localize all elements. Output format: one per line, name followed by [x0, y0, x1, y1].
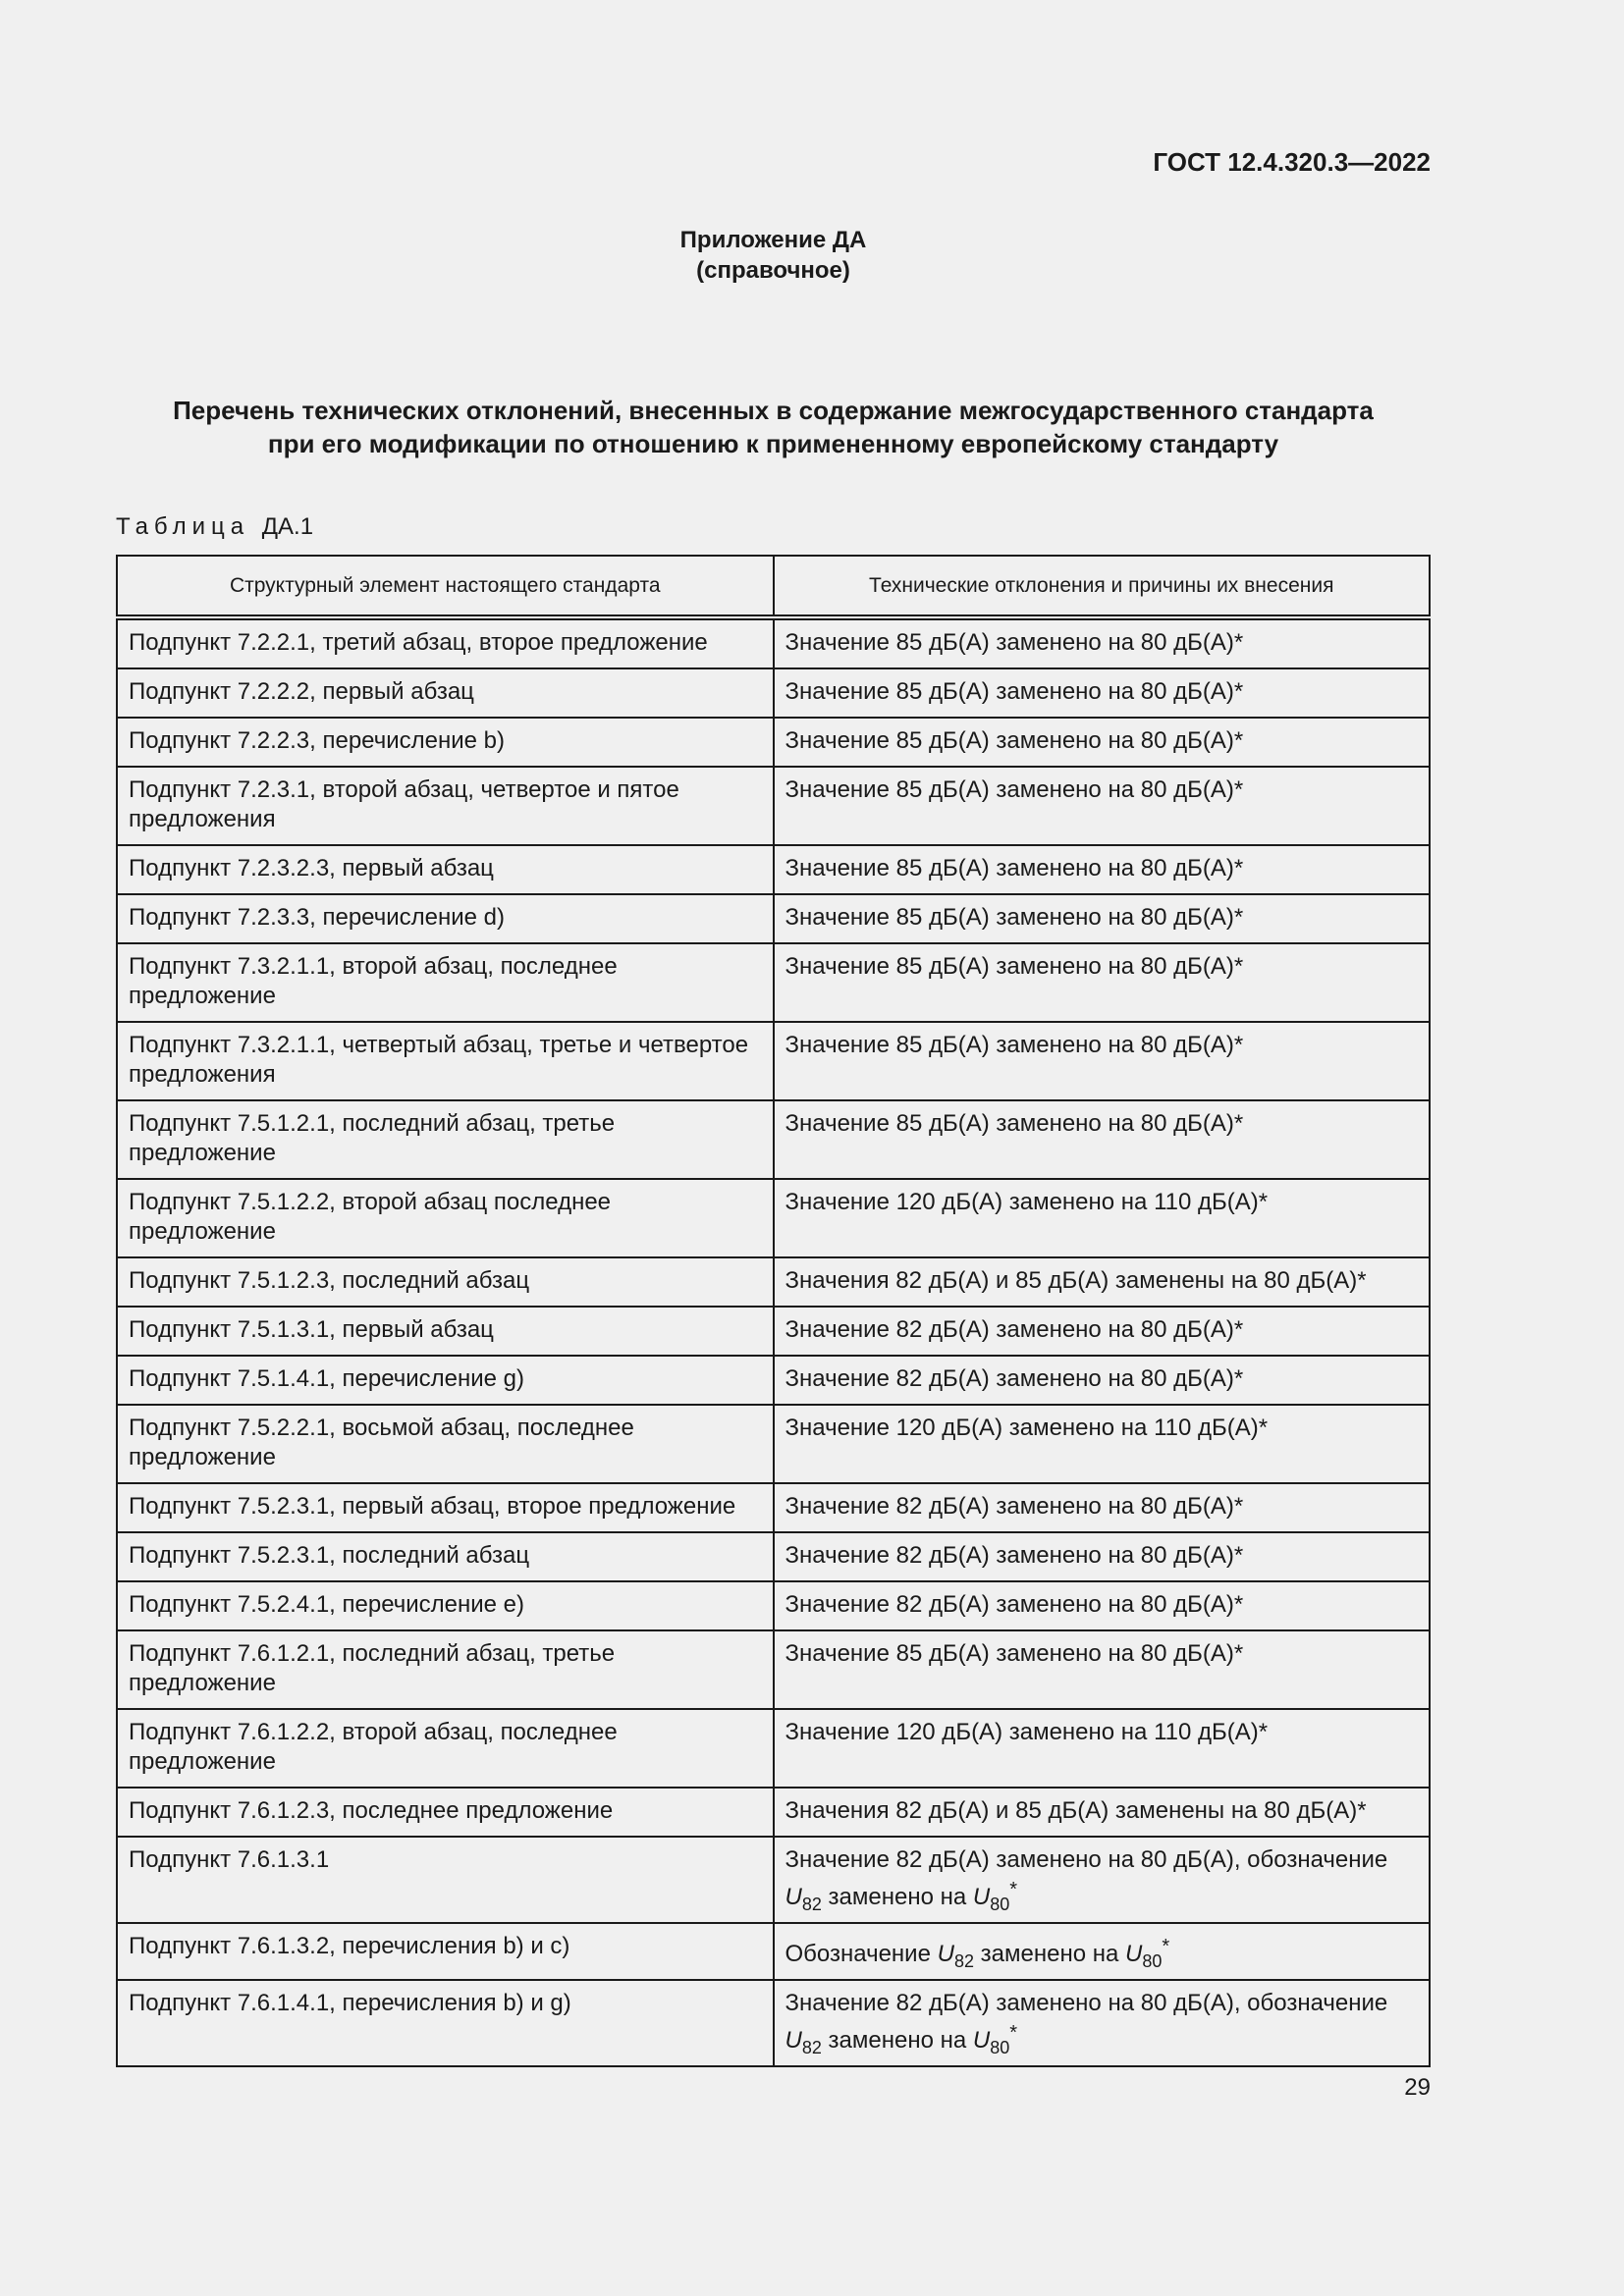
appendix-subtitle: (справочное) [696, 257, 850, 284]
table-row [117, 1307, 1430, 1356]
structural-element-cell: Подпункт 7.6.1.3.1 [117, 1837, 774, 1923]
structural-element-cell: Подпункт 7.5.1.4.1, перечисление g) [117, 1356, 774, 1405]
structural-element-cell: Подпункт 7.6.1.4.1, перечисления b) и g) [117, 1980, 774, 2066]
table-row [117, 894, 1430, 943]
deviation-cell: Значение 85 дБ(А) заменено на 80 дБ(А)* [774, 943, 1431, 1022]
appendix-title: Приложение ДА [679, 227, 867, 253]
table-body [117, 617, 1430, 2066]
symbol-u: U [972, 2027, 991, 2054]
table-caption-id: ДА.1 [261, 513, 314, 540]
table-caption [116, 513, 313, 541]
symbol-subscript-old: 82 [953, 1950, 974, 1971]
structural-element-cell: Подпункт 7.5.2.4.1, перечисление e) [117, 1581, 774, 1630]
deviation-connector: заменено на [828, 1884, 967, 1910]
deviation-cell: Значение 82 дБ(А) заменено на 80 дБ(А)* [774, 1483, 1431, 1532]
standard-code: ГОСТ 12.4.320.3—2022 [1153, 147, 1431, 177]
deviation-cell: Значение 85 дБ(А) заменено на 80 дБ(А)* [774, 617, 1431, 668]
structural-element-cell: Подпункт 7.3.2.1.1, второй абзац, последнее предложение [117, 943, 774, 1022]
table-row [117, 668, 1430, 718]
table-row [117, 1709, 1430, 1788]
deviation-cell [774, 1923, 1431, 1980]
deviation-cell: Значения 82 дБ(А) и 85 дБ(А) заменены на 80 дБ(А)* [774, 1257, 1431, 1307]
structural-element-cell: Подпункт 7.3.2.1.1, четвертый абзац, третье и четвертое предложения [117, 1022, 774, 1100]
table-row [117, 1356, 1430, 1405]
structural-element-cell: Подпункт 7.2.3.2.3, первый абзац [117, 845, 774, 894]
deviation-cell: Значение 85 дБ(А) заменено на 80 дБ(А)* [774, 668, 1431, 718]
deviation-cell: Значение 120 дБ(А) заменено на 110 дБ(А)* [774, 1709, 1431, 1788]
structural-element-cell: Подпункт 7.5.2.3.1, первый абзац, второе предложение [117, 1483, 774, 1532]
table-row [117, 1022, 1430, 1100]
deviation-cell: Значение 120 дБ(А) заменено на 110 дБ(А)* [774, 1179, 1431, 1257]
deviation-cell: Значение 85 дБ(А) заменено на 80 дБ(А)* [774, 894, 1431, 943]
deviation-cell: Значение 82 дБ(А) заменено на 80 дБ(А)* [774, 1356, 1431, 1405]
table-row [117, 1257, 1430, 1307]
table-row [117, 1980, 1430, 2066]
structural-element-cell: Подпункт 7.5.1.2.1, последний абзац, третье предложение [117, 1100, 774, 1179]
table-row [117, 1483, 1430, 1532]
structural-element-cell: Подпункт 7.5.2.3.1, последний абзац [117, 1532, 774, 1581]
symbol-u: U [937, 1941, 954, 1967]
deviation-cell: Значение 82 дБ(А) заменено на 80 дБ(А)* [774, 1581, 1431, 1630]
symbol-subscript-new: 80 [1142, 1950, 1163, 1971]
symbol-subscript-new: 80 [990, 2037, 1010, 2057]
footnote-star: * [1009, 1879, 1018, 1900]
footnote-star: * [1162, 1936, 1170, 1957]
symbol-u: U [785, 2027, 802, 2054]
table-row [117, 1179, 1430, 1257]
deviation-cell [774, 1837, 1431, 1923]
deviation-cell [774, 1980, 1431, 2066]
table-row [117, 1532, 1430, 1581]
deviation-connector: заменено на [828, 2027, 967, 2054]
footnote-star: * [1009, 2022, 1018, 2044]
column-header-deviation: Технические отклонения и причины их внесения [774, 556, 1431, 617]
structural-element-cell: Подпункт 7.5.1.2.2, второй абзац последнее предложение [117, 1179, 774, 1257]
deviation-cell: Значение 85 дБ(А) заменено на 80 дБ(А)* [774, 718, 1431, 767]
structural-element-cell: Подпункт 7.6.1.2.3, последнее предложение [117, 1788, 774, 1837]
symbol-subscript-old: 82 [801, 2037, 822, 2057]
structural-element-cell: Подпункт 7.2.2.1, третий абзац, второе предложение [117, 617, 774, 668]
table-row [117, 1100, 1430, 1179]
deviation-cell: Значение 120 дБ(А) заменено на 110 дБ(А)* [774, 1405, 1431, 1483]
symbol-u: U [1125, 1941, 1143, 1967]
heading-line-2: при его модификации по отношению к примененному европейскому стандарту [267, 429, 1279, 458]
table-row [117, 1837, 1430, 1923]
structural-element-cell: Подпункт 7.5.1.3.1, первый абзац [117, 1307, 774, 1356]
deviation-text: Значение 82 дБ(А) заменено на 80 дБ(А), обозначение [785, 1846, 1388, 1873]
table-row [117, 1788, 1430, 1837]
deviation-text: Значение 82 дБ(А) заменено на 80 дБ(А), обозначение [785, 1990, 1388, 2016]
deviation-cell: Значения 82 дБ(А) и 85 дБ(А) заменены на 80 дБ(А)* [774, 1788, 1431, 1837]
symbol-u: U [785, 1884, 802, 1910]
deviation-connector: заменено на [980, 1941, 1119, 1967]
deviations-table [116, 555, 1431, 2067]
deviation-cell: Значение 82 дБ(А) заменено на 80 дБ(А)* [774, 1532, 1431, 1581]
deviation-cell: Значение 85 дБ(А) заменено на 80 дБ(А)* [774, 1100, 1431, 1179]
appendix-title-block [0, 225, 1546, 286]
structural-element-cell: Подпункт 7.2.3.1, второй абзац, четвертое и пятое предложения [117, 767, 774, 845]
table-row [117, 1923, 1430, 1980]
symbol-subscript-old: 82 [801, 1894, 822, 1914]
column-header-element: Структурный элемент настоящего стандарта [117, 556, 774, 617]
table-row [117, 767, 1430, 845]
structural-element-cell: Подпункт 7.2.3.3, перечисление d) [117, 894, 774, 943]
table-row [117, 1581, 1430, 1630]
structural-element-cell: Подпункт 7.5.2.2.1, восьмой абзац, последнее предложение [117, 1405, 774, 1483]
table-row [117, 1405, 1430, 1483]
table-row [117, 943, 1430, 1022]
table-row [117, 617, 1430, 668]
symbol-u: U [972, 1884, 991, 1910]
page-number: 29 [1404, 2074, 1431, 2101]
deviation-cell: Значение 85 дБ(А) заменено на 80 дБ(А)* [774, 1022, 1431, 1100]
table-row [117, 718, 1430, 767]
symbol-subscript-new: 80 [990, 1894, 1010, 1914]
structural-element-cell: Подпункт 7.2.2.2, первый абзац [117, 668, 774, 718]
deviation-cell: Значение 85 дБ(А) заменено на 80 дБ(А)* [774, 845, 1431, 894]
structural-element-cell: Подпункт 7.6.1.3.2, перечисления b) и c) [117, 1923, 774, 1980]
structural-element-cell: Подпункт 7.6.1.2.2, второй абзац, последнее предложение [117, 1709, 774, 1788]
table-row [117, 1630, 1430, 1709]
table-row [117, 845, 1430, 894]
deviation-cell: Значение 82 дБ(А) заменено на 80 дБ(А)* [774, 1307, 1431, 1356]
document-heading [98, 394, 1448, 460]
table-caption-word: Таблица [116, 513, 250, 540]
heading-line-1: Перечень технических отклонений, внесенных в содержание межгосударственного стандарта [173, 396, 1374, 425]
deviation-text: Обозначение [785, 1941, 931, 1967]
deviation-cell: Значение 85 дБ(А) заменено на 80 дБ(А)* [774, 1630, 1431, 1709]
deviation-cell: Значение 85 дБ(А) заменено на 80 дБ(А)* [774, 767, 1431, 845]
structural-element-cell: Подпункт 7.2.2.3, перечисление b) [117, 718, 774, 767]
structural-element-cell: Подпункт 7.6.1.2.1, последний абзац, третье предложение [117, 1630, 774, 1709]
structural-element-cell: Подпункт 7.5.1.2.3, последний абзац [117, 1257, 774, 1307]
table-header-row [117, 556, 1430, 617]
